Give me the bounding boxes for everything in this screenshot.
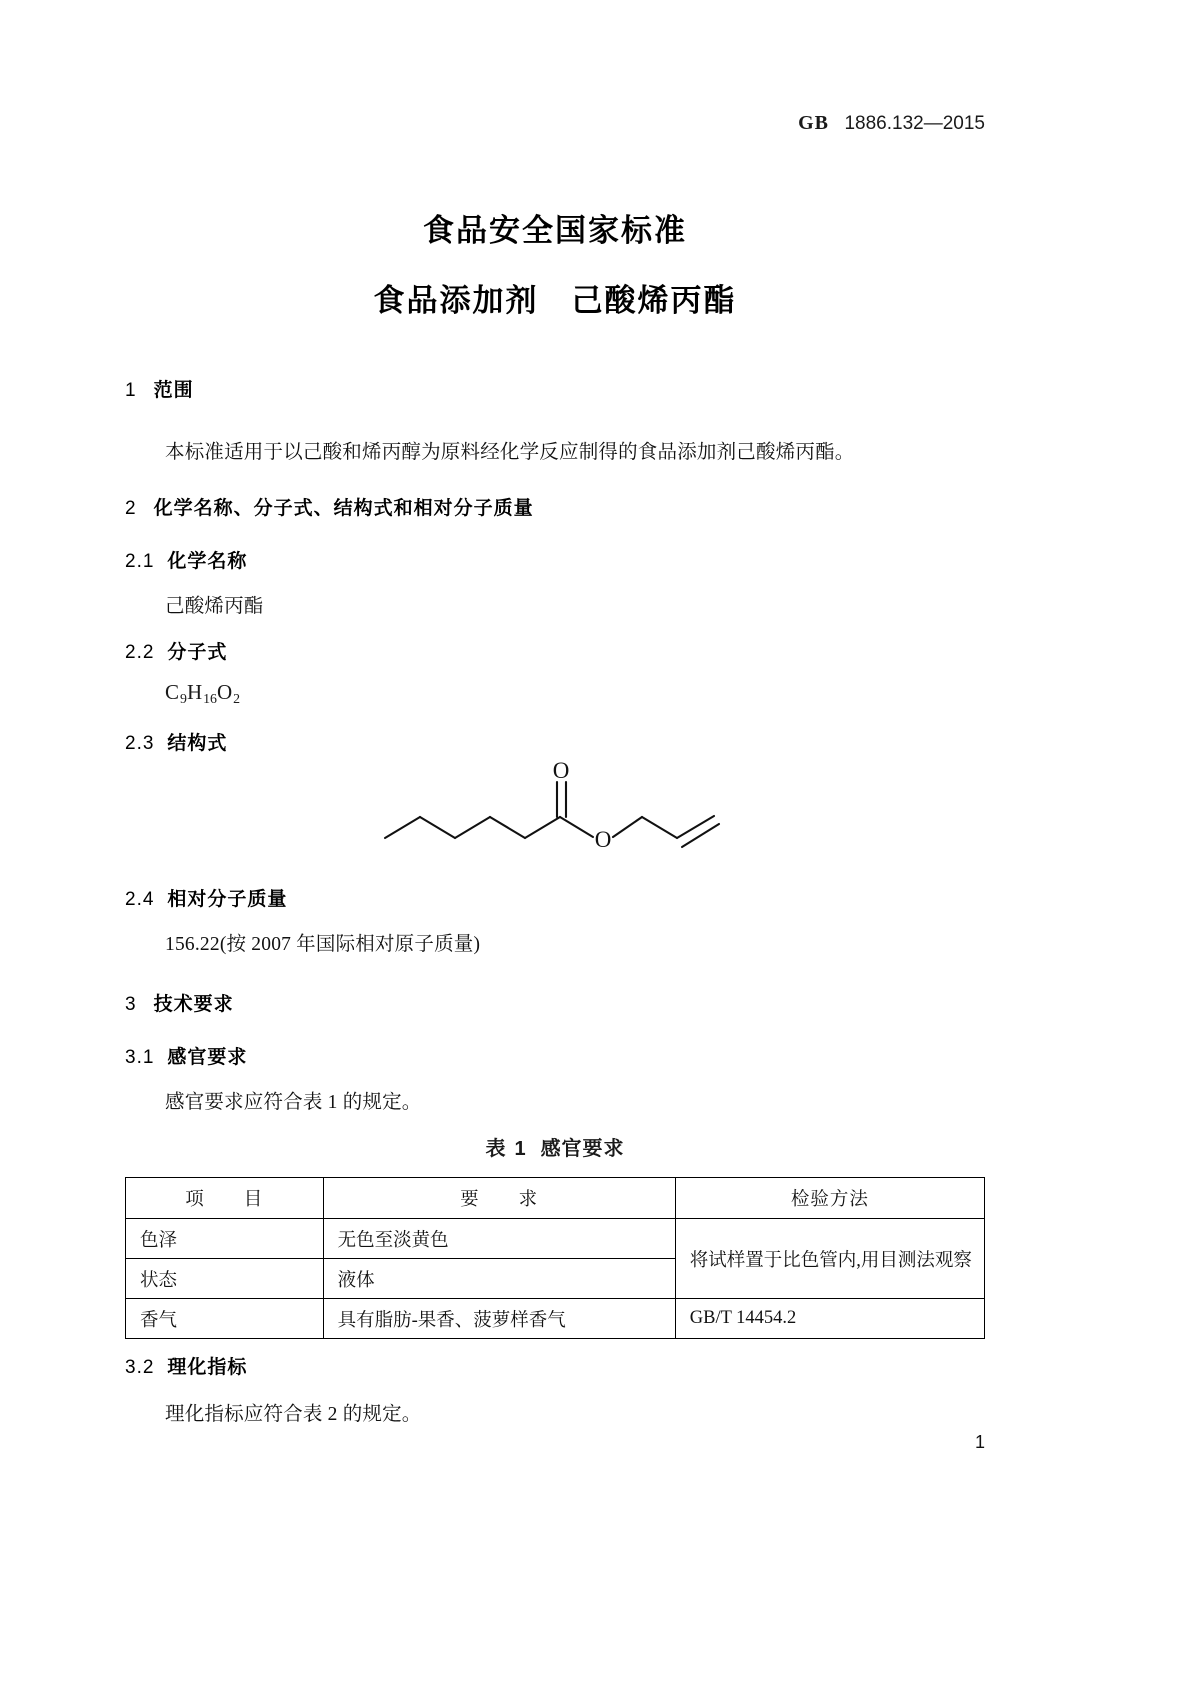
table-1-caption-label: 表 <box>485 1136 507 1160</box>
standard-number: 1886.132—2015 <box>844 113 985 134</box>
formula-element-hydrogen: H <box>186 680 204 704</box>
table-header-requirement: 要 求 <box>323 1178 675 1219</box>
heading-section-3 <box>125 989 234 1016</box>
cell-method-merged: 将试样置于比色管内,用目测法观察 <box>675 1219 984 1299</box>
heading-section-3-2-number: 3.2 <box>125 1357 155 1378</box>
cell-requirement-aroma: 具有脂肪-果香、菠萝样香气 <box>323 1299 675 1339</box>
heading-section-2-title: 化学名称、分子式、结构式和相对分子质量 <box>153 497 534 519</box>
heading-section-2-number: 2 <box>125 498 137 519</box>
heading-section-3-2-title: 理化指标 <box>167 1356 248 1378</box>
heading-section-2 <box>125 493 534 520</box>
heading-section-2-3-title: 结构式 <box>167 732 228 754</box>
formula-subscript-carbon: 9 <box>180 691 187 707</box>
heading-section-3-number: 3 <box>125 994 137 1015</box>
heading-section-2-2 <box>125 637 227 664</box>
table-row <box>126 1299 985 1339</box>
cell-item-color: 色泽 <box>126 1219 324 1259</box>
table-1-caption-title: 感官要求 <box>540 1136 625 1160</box>
cell-requirement-state: 液体 <box>323 1259 675 1299</box>
heading-section-2-3-number: 2.3 <box>125 733 155 754</box>
heading-section-2-2-number: 2.2 <box>125 642 155 663</box>
heading-section-3-1-number: 3.1 <box>125 1047 155 1068</box>
page-content-area <box>125 0 985 1684</box>
table-header-method: 检验方法 <box>675 1178 984 1219</box>
ester-oxygen-label: O <box>594 827 612 852</box>
paragraph-molecular-weight: 156.22(按 2007 年国际相对原子质量) <box>165 934 481 955</box>
formula-element-oxygen: O <box>216 680 234 704</box>
page-number: 1 <box>974 1432 985 1452</box>
cell-method-aroma: GB/T 14454.2 <box>675 1299 984 1339</box>
heading-section-2-3 <box>125 728 227 755</box>
heading-section-2-4-number: 2.4 <box>125 889 155 910</box>
heading-section-2-1 <box>125 546 247 573</box>
formula-subscript-hydrogen: 16 <box>203 691 217 707</box>
formula-element-carbon: C <box>165 680 181 704</box>
heading-section-3-1-title: 感官要求 <box>167 1046 248 1068</box>
paragraph-chemical-name: 己酸烯丙酯 <box>165 596 264 617</box>
cell-item-state: 状态 <box>126 1259 324 1299</box>
document-header <box>125 112 985 135</box>
table-1-caption-number: 1 <box>514 1138 527 1160</box>
molecular-formula <box>165 680 240 705</box>
cell-item-aroma: 香气 <box>126 1299 324 1339</box>
document-title-main: 食品安全国家标准 <box>423 213 687 249</box>
structural-formula-diagram <box>380 760 760 870</box>
cell-requirement-color: 无色至淡黄色 <box>323 1219 675 1259</box>
paragraph-scope: 本标准适用于以己酸和烯丙醇为原料经化学反应制得的食品添加剂己酸烯丙酯。 <box>165 442 855 463</box>
formula-subscript-oxygen: 2 <box>233 691 241 707</box>
standard-prefix: GB <box>798 112 829 134</box>
heading-section-3-2 <box>125 1352 247 1379</box>
heading-section-2-1-number: 2.1 <box>125 551 155 572</box>
document-title-sub: 食品添加剂 己酸烯丙酯 <box>373 283 737 319</box>
paragraph-sensory-intro: 感官要求应符合表 1 的规定。 <box>165 1092 422 1113</box>
table-header-item: 项 目 <box>126 1178 324 1219</box>
carbonyl-oxygen-label: O <box>552 760 570 783</box>
heading-section-2-1-title: 化学名称 <box>167 550 248 572</box>
heading-section-1-number: 1 <box>125 380 137 401</box>
table-1-caption <box>125 1132 985 1161</box>
heading-section-3-title: 技术要求 <box>153 993 234 1015</box>
table-row <box>126 1219 985 1259</box>
heading-section-1-title: 范围 <box>153 379 194 401</box>
heading-section-2-4-title: 相对分子质量 <box>167 888 288 910</box>
skeletal-structure-svg <box>380 760 760 870</box>
table-header-row <box>126 1178 985 1219</box>
heading-section-2-2-title: 分子式 <box>167 641 228 663</box>
heading-section-1 <box>125 375 194 402</box>
table-sensory-requirements <box>125 1177 985 1339</box>
heading-section-3-1 <box>125 1042 247 1069</box>
heading-section-2-4 <box>125 884 287 911</box>
paragraph-physicochemical-intro: 理化指标应符合表 2 的规定。 <box>165 1404 422 1425</box>
